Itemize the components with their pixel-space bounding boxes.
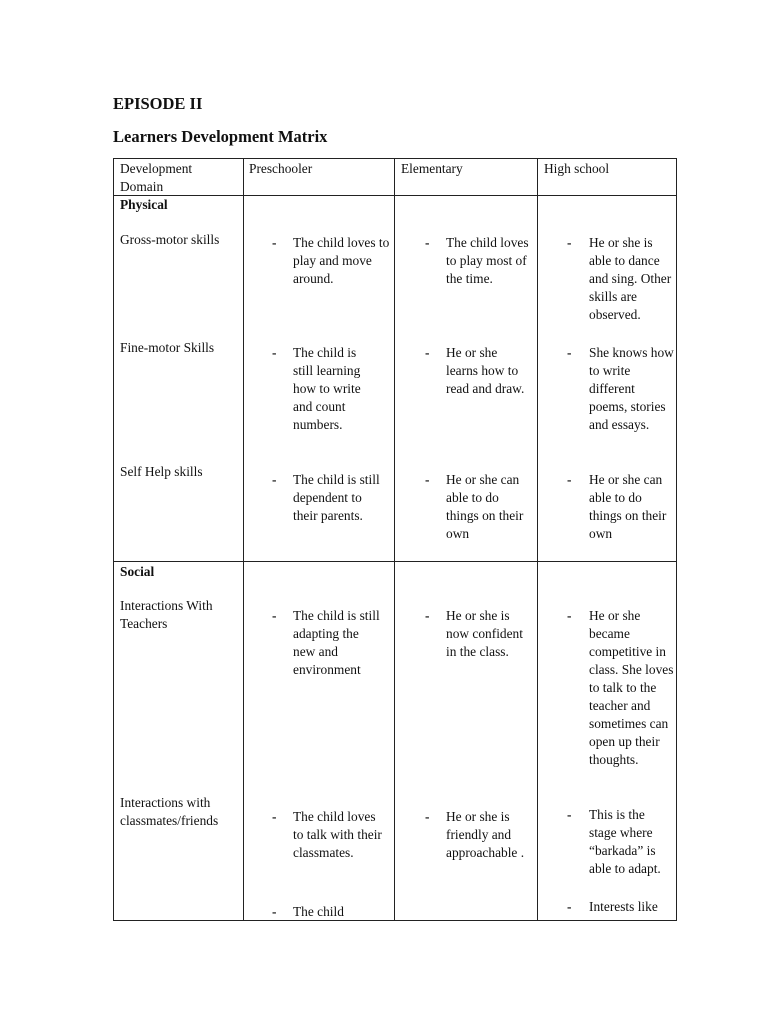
bullet-dash: - <box>272 345 277 360</box>
bullet-dash: - <box>567 345 572 360</box>
page-title: Learners Development Matrix <box>113 127 328 146</box>
header-preschooler: Preschooler <box>249 161 313 176</box>
row-divider <box>113 561 677 562</box>
cell-teachers-highschool: He or she became competitive in class. She loves to talk to the teacher and sometimes can open up their thoughts. <box>589 608 674 767</box>
bullet-dash: - <box>272 809 277 824</box>
section-physical: Physical <box>120 197 168 212</box>
bullet-dash: - <box>567 899 572 914</box>
cell-selfhelp-highschool: He or she can able to do things on their own <box>589 472 667 541</box>
bullet-dash: - <box>567 472 572 487</box>
cell-fine-preschooler: The child is still learning how to write and count numbers. <box>293 345 361 432</box>
cell-fine-highschool: She knows how to write different poems, stories and essays. <box>589 345 674 432</box>
bullet-dash: - <box>272 235 277 250</box>
header-development-domain: Development Domain <box>120 161 193 194</box>
cell-classmates-elementary: He or she is friendly and approachable . <box>446 809 525 860</box>
cell-selfhelp-preschooler: The child is still dependent to their parents. <box>293 472 380 523</box>
column-divider <box>394 158 395 921</box>
cell-selfhelp-elementary: He or she can able to do things on their own <box>446 472 524 541</box>
cell-classmates-highschool: This is the stage where “barkada” is able to adapt. <box>589 807 661 876</box>
row-label-fine-motor: Fine-motor Skills <box>120 340 215 355</box>
column-divider <box>537 158 538 921</box>
cell-gross-elementary: The child loves to play most of the time. <box>446 235 529 286</box>
row-label-gross-motor: Gross-motor skills <box>120 232 220 247</box>
column-divider <box>243 158 244 921</box>
bullet-dash: - <box>425 608 430 623</box>
cell-gross-preschooler: The child loves to play and move around. <box>293 235 390 286</box>
cell-fine-elementary: He or she learns how to read and draw. <box>446 345 525 396</box>
cell-classmates-preschooler: The child loves to talk with their classmates. <box>293 809 382 860</box>
bullet-dash: - <box>567 235 572 250</box>
cell-teachers-preschooler: The child is still adapting the new and environment <box>293 608 380 677</box>
episode-heading: EPISODE II <box>113 94 203 113</box>
cell-gross-highschool: He or she is able to dance and sing. Other skills are observed. <box>589 235 672 322</box>
cell-continued-preschooler: The child <box>293 904 344 919</box>
bullet-dash: - <box>272 904 277 919</box>
cell-teachers-elementary: He or she is now confident in the class. <box>446 608 523 659</box>
cell-continued-highschool: Interests like <box>589 899 658 914</box>
bullet-dash: - <box>272 472 277 487</box>
header-high-school: High school <box>544 161 610 176</box>
bullet-dash: - <box>425 809 430 824</box>
bullet-dash: - <box>567 608 572 623</box>
row-label-interactions-teachers: Interactions With Teachers <box>120 598 213 631</box>
header-elementary: Elementary <box>401 161 463 176</box>
bullet-dash: - <box>425 472 430 487</box>
bullet-dash: - <box>425 235 430 250</box>
bullet-dash: - <box>567 807 572 822</box>
bullet-dash: - <box>425 345 430 360</box>
row-label-interactions-classmates: Interactions with classmates/friends <box>120 795 219 828</box>
row-label-self-help: Self Help skills <box>120 464 203 479</box>
section-social: Social <box>120 564 155 579</box>
bullet-dash: - <box>272 608 277 623</box>
